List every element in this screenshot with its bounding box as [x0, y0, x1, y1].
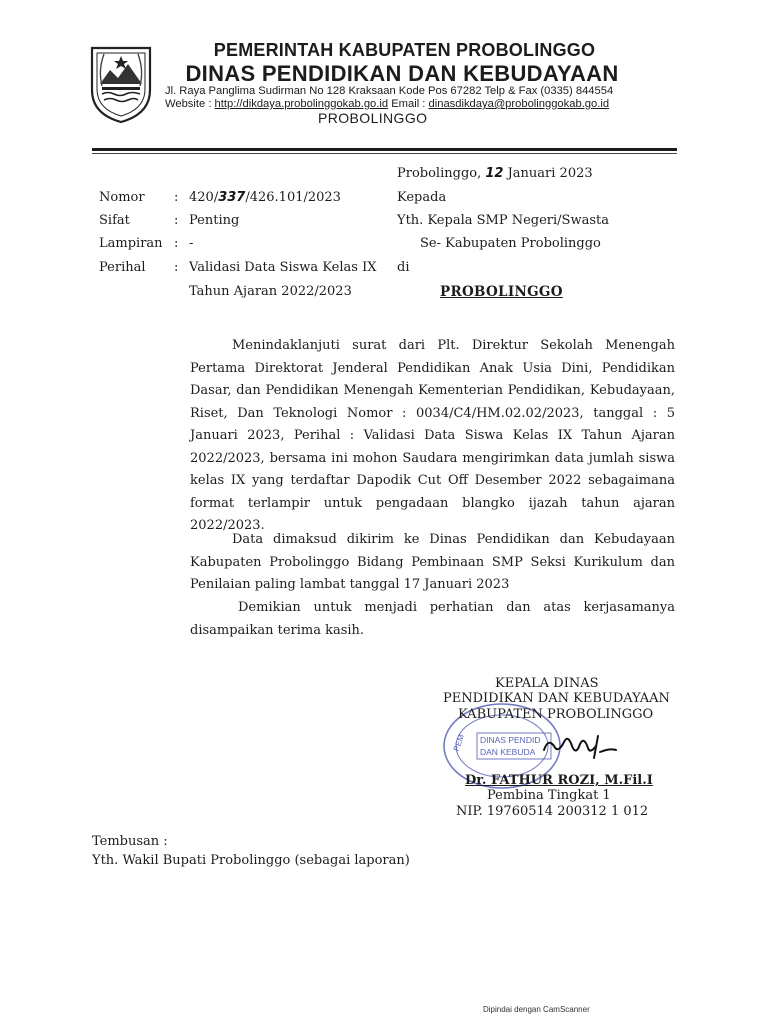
sifat-label: Sifat — [99, 213, 130, 228]
letterhead-government: PEMERINTAH KABUPATEN PROBOLINGGO — [213, 40, 596, 60]
nomor-value: 420/337/426.101/2023 — [189, 190, 341, 205]
letterhead-agency: DINAS PENDIDIKAN DAN KEBUDAYAAN — [185, 61, 619, 86]
scanner-watermark: Dipindai dengan CamScanner — [483, 1005, 590, 1014]
signatory-rank: Pembina Tingkat 1 — [487, 788, 611, 803]
recipient-line1: Yth. Kepala SMP Negeri/Swasta — [397, 213, 609, 228]
perihal-line1: Validasi Data Siswa Kelas IX — [189, 260, 377, 275]
stamp-arc-text: PEM — [451, 733, 467, 753]
body-paragraph-1: Menindaklanjuti surat dari Plt. Direktur Sekolah Menengah Pertama Direktorat Jenderal Pendidikan Anak Usia Dini, Pendidikan Dasar, dan Pendidikan Menengah Kementerian Pendidikan, Kebudayaan, Riset, Dan Teknologi Nomor : 0034/C4/HM.02.02/2023, tanggal : 5 Januari 2023, Perihal : Validasi Data Siswa Kelas IX Tahun Ajaran 2022/2023, bersama ini mohon Saudara mengirimkan data jumlah siswa kelas IX yang terdaftar Dapodik Cut Off Desember 2022 sebagaimana format terlampir untuk pengadaan blangko ijazah tahun ajaran 2022/2023. — [190, 338, 675, 533]
letterhead-divider — [92, 148, 677, 151]
signatory-title-1: KEPALA DINAS — [495, 676, 599, 691]
website-link[interactable]: http://dikdaya.probolinggokab.go.id — [214, 98, 389, 110]
body-paragraph-2: Data dimaksud dikirim ke Dinas Pendidikan dan Kebudayaan Kabupaten Probolinggo Bidang Pembinaan SMP Seksi Kurikulum dan Penilaian paling lambat tanggal 17 Januari 2023 — [190, 532, 675, 592]
nomor-colon: : — [174, 190, 179, 205]
signatory-title-2: PENDIDIKAN DAN KEBUDAYAAN — [443, 691, 670, 706]
lampiran-colon: : — [174, 236, 179, 251]
regency-crest-icon — [88, 40, 154, 124]
destination-city: PROBOLINGGO — [440, 284, 563, 300]
signatory-nip: NIP. 19760514 200312 1 012 — [456, 804, 649, 819]
letterhead-contact — [165, 98, 635, 110]
sifat-colon: : — [174, 213, 179, 228]
body-paragraph-3: Demikian untuk menjadi perhatian dan atas kerjasamanya disampaikan terima kasih. — [190, 600, 675, 638]
perihal-colon: : — [174, 260, 179, 275]
signatory-name: Dr. FATHUR ROZI, M.Fil.I — [465, 773, 653, 788]
nomor-label: Nomor — [99, 190, 145, 205]
lampiran-value: - — [189, 236, 194, 251]
letterhead-divider-thin — [92, 153, 677, 154]
signatory-title-3: KABUPATEN PROBOLINGGO — [458, 707, 654, 722]
stamp-text-1: DINAS PENDID — [480, 735, 541, 745]
handwritten-day: 12 — [485, 166, 504, 181]
letterhead-address: Jl. Raya Panglima Sudirman No 128 Kraksaan Kode Pos 67282 Telp & Fax (0335) 844554 — [165, 85, 614, 97]
email-label: Email : — [388, 98, 429, 110]
handwritten-signature — [540, 728, 620, 768]
website-label: Website : — [165, 98, 215, 110]
cc-item: Yth. Wakil Bupati Probolinggo (sebagai laporan) — [92, 853, 410, 868]
perihal-line2: Tahun Ajaran 2022/2023 — [189, 284, 352, 299]
kepada-label: Kepada — [397, 190, 447, 205]
perihal-label: Perihal — [99, 260, 146, 275]
stamp-text-2: DAN KEBUDA — [480, 747, 536, 757]
place-date: Probolinggo, 12 Januari 2023 — [397, 166, 593, 181]
email-link[interactable]: dinasdikdaya@probolinggokab.go.id — [428, 98, 610, 110]
handwritten-number: 337 — [218, 190, 246, 205]
cc-label: Tembusan : — [92, 834, 168, 849]
di-label: di — [397, 260, 410, 275]
letterhead-city: PROBOLINGGO — [318, 110, 428, 126]
lampiran-label: Lampiran — [99, 236, 163, 251]
recipient-line2: Se- Kabupaten Probolinggo — [420, 236, 601, 251]
sifat-value: Penting — [189, 213, 240, 228]
